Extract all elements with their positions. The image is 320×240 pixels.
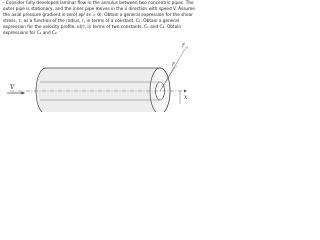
r-o-subscript: o [185,45,188,50]
r-i-label: r [172,61,175,68]
x-axis-label: x [184,94,188,101]
velocity-arrowhead [22,92,26,95]
r-o-label: r [182,42,185,49]
x-axis-arrow [184,90,187,93]
problem-statement: - Consider fully developed laminar flow in the annulus between two concentric pipes. The outer pipe is stationary, and the inner pipe moves in the x direction with speed V. Assume the axial pressure gradient is zero( ∂p/ ∂x = 0). Obtain a general expression for the shear stress, τ, as a function of the radius, r, in terms of a constant, C₁. Obtain a general expression for the velocity profile, u(r), in terms of two constants, C₁ and C₂. Obtain expressions for C₁ and C₂. [3,1,195,36]
annulus-diagram [0,0,200,112]
r-i-subscript: i [175,64,177,69]
velocity-label: V [10,84,15,91]
